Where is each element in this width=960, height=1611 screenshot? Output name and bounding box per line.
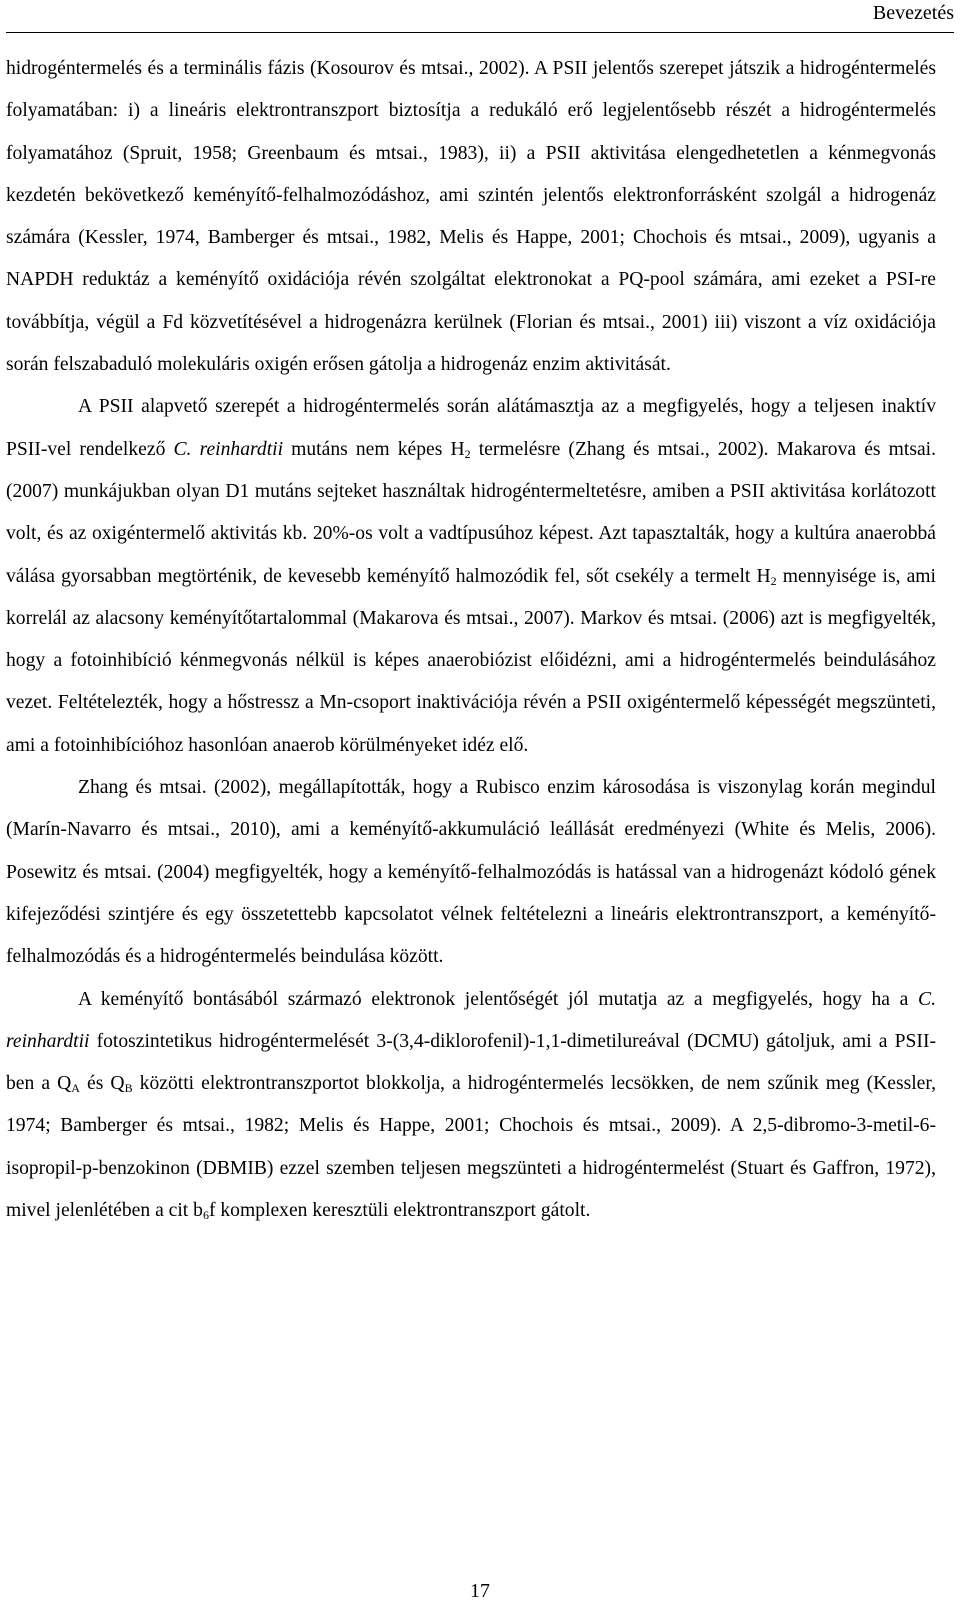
paragraph [6,386,936,767]
text-run: termelésre (Zhang és mtsai., 2002). Makarova és mtsai. (2007) munkájukban olyan D1 mutáns sejteket használtak hidrogéntermeltetésre, amiben a PSII aktivitása korlátozott volt, és az oxigéntermelő aktivitás kb. 20%-os volt a vadtípusúhoz képest. Azt tapasztalták, hogy a kultúra anaerobbá válása gyorsabban megtörténik, de kevesebb keményítő halmozódik fel, sőt csekély a termelt H [6,438,936,587]
text-run: közötti elektrontranszportot blokkolja, a hidrogéntermelés lecsökken, de nem szűnik meg (Kessler, 1974; Bamberger és mtsai., 1982; Melis és Happe, 2001; Chochois és mtsai., 2009). A 2,5-dibromo-3-metil-6-isopropil-p-benzokinon (DBMIB) ezzel szemben teljesen megszünteti a hidrogéntermelést (Stuart és Gaffron, 1972), mivel jelenlétében a cit b [6,1073,936,1222]
italic-text: C. reinhardtii [173,438,284,460]
text-run: hidrogéntermelés és a terminális fázis (Kosourov és mtsai., 2002). A PSII jelentős szerepet játszik a hidrogéntermelés folyamatában: i) a lineáris elektrontranszport biztosítja a redukáló erő legjelentősebb részét a hidrogéntermelés folyamatához (Spruit, 1958; Greenbaum és mtsai., 1983), ii) a PSII aktivitása elengedhetetlen a kénmegvonás kezdetén bekövetkező keményítő-felhalmozódáshoz, ami szintén jelentős elektronforrásként szolgál a hidrogenáz számára (Kessler, 1974, Bamberger és mtsai., 1982, Melis és Happe, 2001; Chochois és mtsai., 2009), ugyanis a NAPDH reduktáz a keményítő oxidációja révén szolgáltat elektronokat a PQ-pool számára, ami ezeket a PSI-re továbbítja, végül a Fd közvetítésével a hidrogenázra kerülnek (Florian és mtsai., 2001) iii) viszont a víz oxidációja során felszabaduló molekuláris oxigén erősen gátolja a hidrogenáz enzim aktivitását. [6,58,936,376]
page-header [0,0,960,32]
header-rule [6,32,954,33]
subscript-text: B [124,1081,133,1096]
paragraph [6,48,936,386]
text-run: A keményítő bontásából származó elektronok jelentőségét jól mutatja az a megfigyelés, hogy ha a [78,988,919,1010]
paragraph [6,979,936,1233]
subscript-text: 6 [202,1208,209,1223]
text-run: A PSII alapvető szerepét a hidrogéntermelés során alátámasztja az a megfigyelés, hogy a teljesen inaktív PSII-vel rendelkező [6,396,936,460]
text-run: Zhang és mtsai. (2002), megállapították, hogy a Rubisco enzim károsodása is viszonylag korán megindul (Marín-Navarro és mtsai., 2010), ami a keményítő-akkumuláció leállását eredményezi (White és Melis, 2006). Posewitz és mtsai. (2004) megfigyelték, hogy a keményítő-felhalmozódás is hatással van a hidrogenázt kódoló gének kifejeződési szintjére és egy összetettebb kapcsolatot vélnek feltételezni a lineáris elektrontranszport, a keményítő-felhalmozódás és a hidrogéntermelés beindulása között. [6,777,936,968]
page-number: 17 [470,1580,490,1602]
italic-text: C. reinhardtii [6,988,936,1052]
paragraph [6,767,936,978]
subscript-text: A [71,1081,80,1096]
text-run: mutáns nem képes H [283,438,465,460]
subscript-text: 2 [464,446,471,461]
header-title: Bevezetés [872,2,954,24]
text-run: mennyisége is, ami korrelál az alacsony keményítőtartalommal (Makarova és mtsai., 2007). Markov és mtsai. (2006) azt is megfigyelték, hogy a fotoinhibíció kénmegvonás nélkül is képes anaerobiózist előidézni, ami a hidrogéntermelés beindulásához vezet. Feltételezték, hogy a hőstressz a Mn-csoport inaktivációja révén a PSII oxigéntermelő képességét megszünteti, ami a fotoinhibícióhoz hasonlóan anaerob körülményeket idéz elő. [6,565,936,756]
text-run: fotoszintetikus hidrogéntermelését 3-(3,4-diklorofenil)-1,1-dimetilureával (DCMU) gátoljuk, ami a PSII-ben a Q [6,1030,936,1095]
text-run: f komplexen keresztüli elektrontranszport gátolt. [208,1200,591,1222]
body-text [6,48,936,1232]
text-run: és Q [79,1073,125,1095]
subscript-text: 2 [770,573,777,588]
